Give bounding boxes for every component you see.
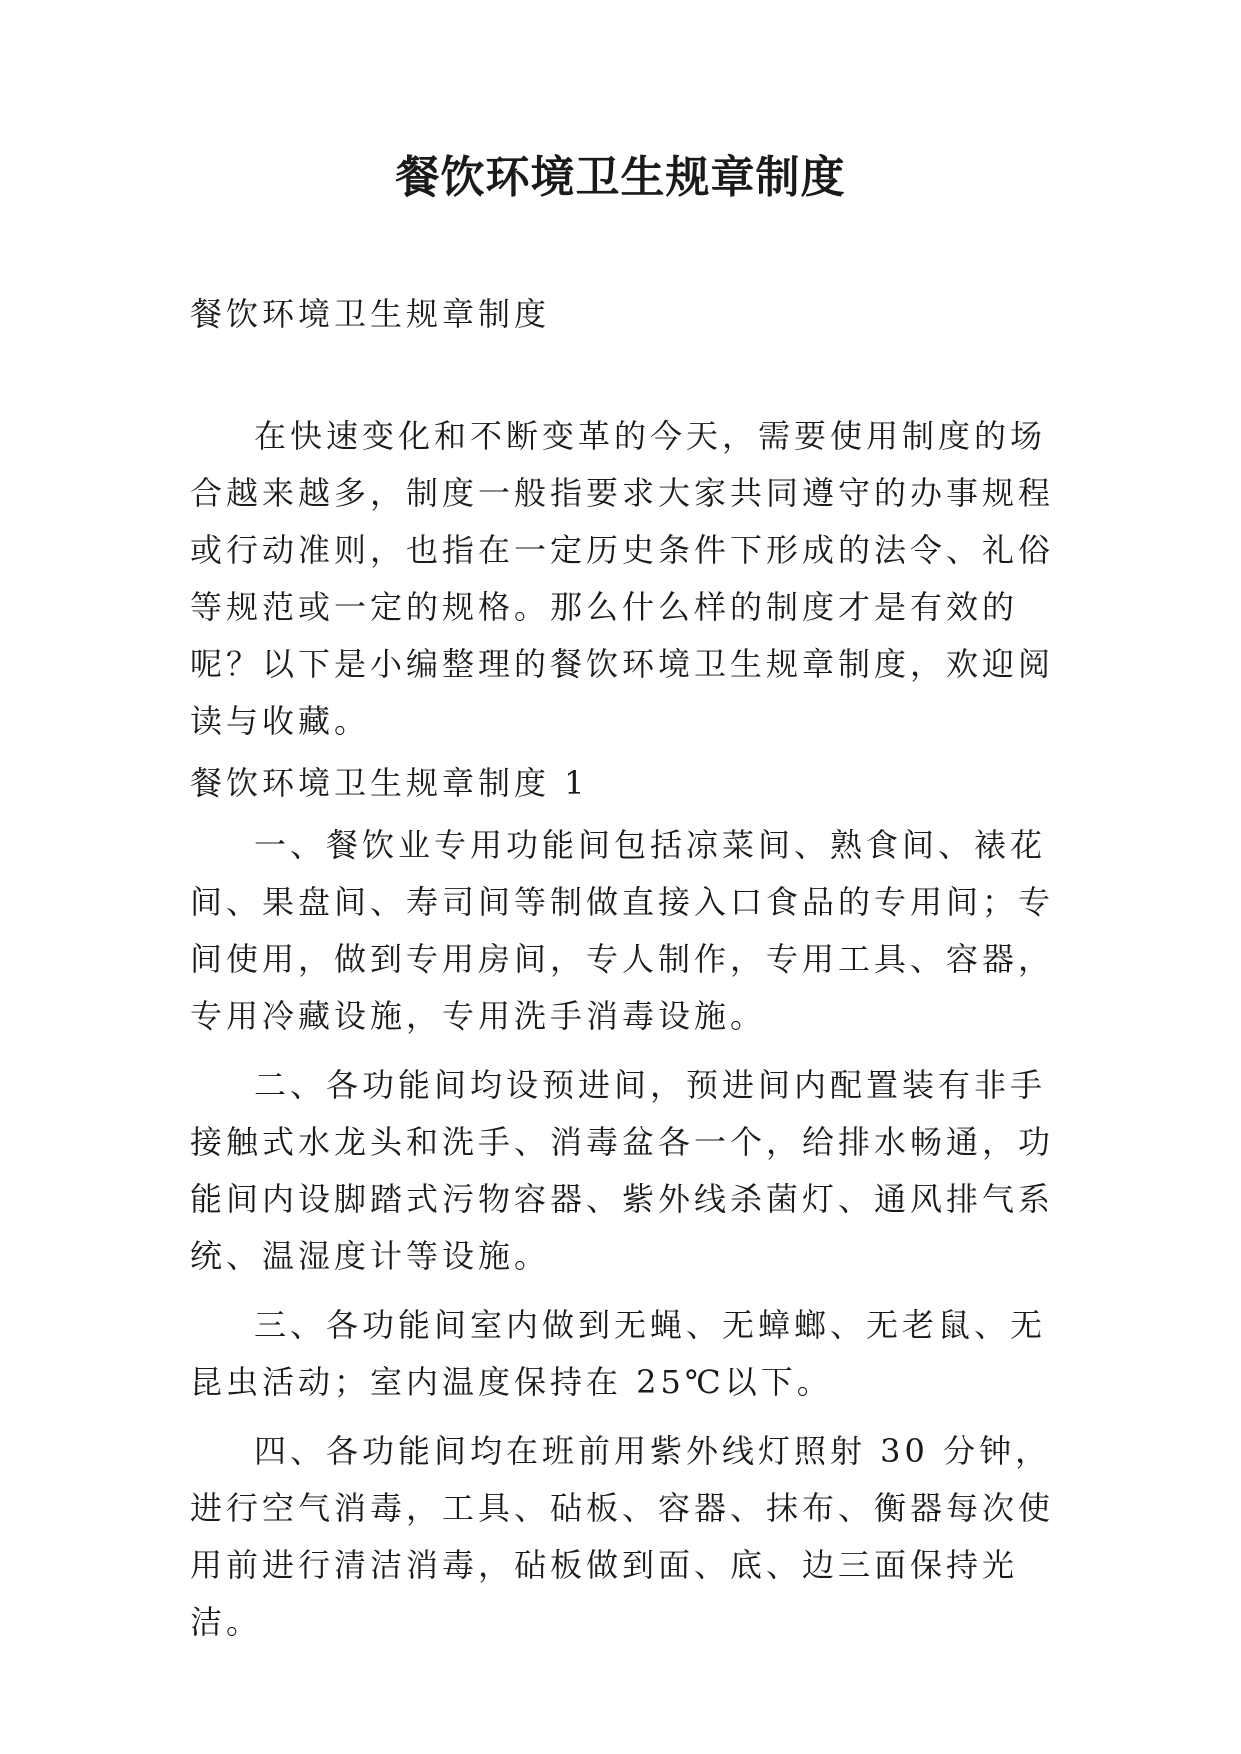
section-heading: 餐饮环境卫生规章制度 1 — [190, 764, 589, 802]
rules-list — [190, 817, 1070, 1663]
rule-item-2: 二、各功能间均设预进间，预进间内配置装有非手接触式水龙头和洗手、消毒盆各一个，给排水畅通，功能间内设脚踏式污物容器、紫外线杀菌灯、通风排气系统、温湿度计等设施。 — [190, 1066, 1055, 1275]
rule-item-1: 一、餐饮业专用功能间包括凉菜间、熟食间、裱花间、果盘间、寿司间等制做直接入口食品的专用间；专间使用，做到专用房间，专人制作，专用工具、容器，专用冷藏设施，专用洗手消毒设施。 — [190, 826, 1055, 1035]
document-title: 餐饮环境卫生规章制度 — [395, 152, 846, 203]
document-subtitle: 餐饮环境卫生规章制度 — [190, 295, 551, 333]
intro-paragraph: 在快速变化和不断变革的今天，需要使用制度的场合越来越多，制度一般指要求大家共同遵守的办事规程或行动准则，也指在一定历史条件下形成的法令、礼俗等规范或一定的规格。那么什么样的制度才是有效的呢？以下是小编整理的餐饮环境卫生规章制度，欢迎阅读与收藏。 — [190, 417, 1055, 740]
rule-item-3: 三、各功能间室内做到无蝇、无蟑螂、无老鼠、无昆虫活动；室内温度保持在 25℃以下。 — [190, 1306, 1047, 1401]
rule-item-4: 四、各功能间均在班前用紫外线灯照射 30 分钟，进行空气消毒，工具、砧板、容器、抹布、衡器每次使用前进行清洁消毒，砧板做到面、底、边三面保持光洁。 — [190, 1432, 1055, 1641]
